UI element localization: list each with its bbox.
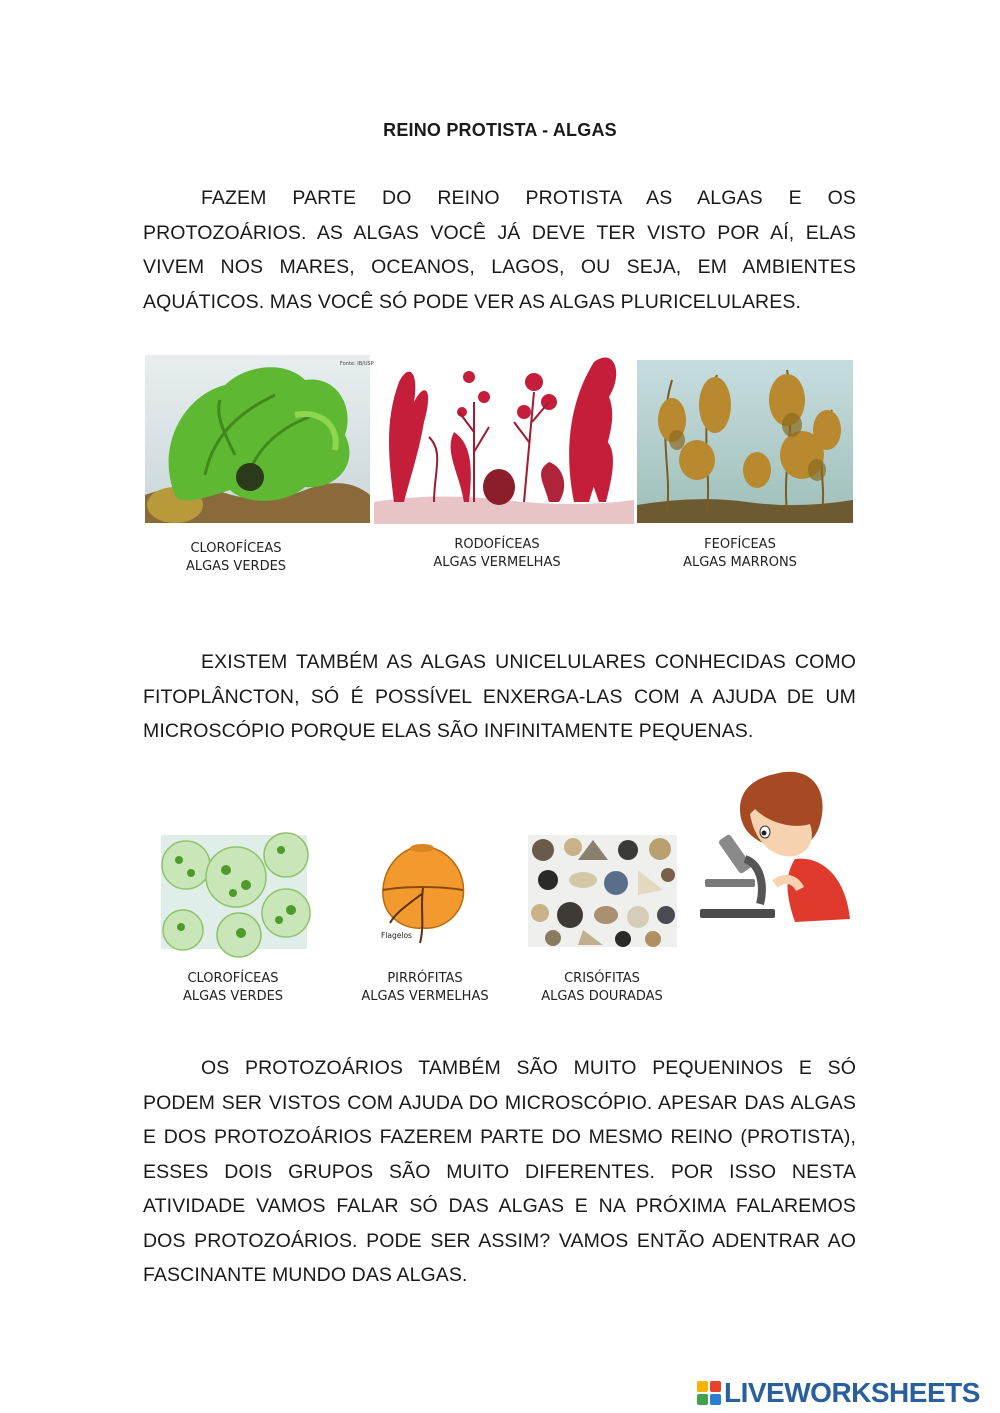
intro-paragraph: FAZEM PARTE DO REINO PROTISTA AS ALGAS E OS PROTOZOÁRIOS. AS ALGAS VOCÊ JÁ DEVE TER VISTO POR AÍ, ELAS VIVEM NOS MARES, OCEANOS, LAGOS, OU SEJA, EM AMBIENTES AQUÁTICOS. MAS VOCÊ SÓ PODE VER AS ALGAS PLURICELULARES. <box>143 187 856 313</box>
caption-name: ALGAS MARRONS <box>683 555 797 570</box>
caption-group: FEOFÍCEAS <box>704 537 776 552</box>
caption-name: ALGAS VERDES <box>185 559 287 574</box>
green-microalgae-photo <box>161 835 307 949</box>
caption-green-microalgae <box>153 970 313 1006</box>
photo-credit: Fonte: IB/USP <box>340 361 374 367</box>
caption-name: ALGAS VERMELHAS <box>361 989 489 1004</box>
caption-group: CLOROFÍCEAS <box>190 541 282 556</box>
caption-group: PIRRÓFITAS <box>387 971 463 986</box>
caption-group: CRISÓFITAS <box>564 971 640 986</box>
liveworksheets-logo[interactable] <box>697 1375 980 1411</box>
liveworksheets-icon <box>697 1381 721 1405</box>
caption-pyrrophyta <box>345 970 505 1006</box>
unicellular-paragraph: EXISTEM TAMBÉM AS ALGAS UNICELULARES CONHECIDAS COMO FITOPLÂNCTON, SÓ É POSSÍVEL ENXERGA-LAS COM A AJUDA DE UM MICROSCÓPIO PORQUE ELAS SÃO INFINITAMENTE PEQUENAS. <box>143 651 856 742</box>
caption-red-algae <box>417 536 577 572</box>
caption-name: ALGAS VERMELHAS <box>433 555 561 570</box>
caption-name: ALGAS DOURADAS <box>541 989 663 1004</box>
flagella-label: Flagelos <box>381 931 412 940</box>
child-microscope-illustration <box>700 764 855 924</box>
dinoflagellate-illustration <box>375 838 470 948</box>
brown-algae-photo <box>637 360 853 523</box>
caption-green-algae <box>156 540 316 576</box>
brand-name: LIVEWORKSHEETS <box>724 1377 980 1408</box>
caption-name: ALGAS VERDES <box>182 989 284 1004</box>
caption-chrysophyta <box>522 970 682 1006</box>
caption-brown-algae <box>660 536 820 572</box>
green-algae-photo <box>145 355 374 523</box>
caption-group: RODOFÍCEAS <box>454 537 540 552</box>
red-algae-illustration <box>374 342 634 524</box>
caption-group: CLOROFÍCEAS <box>187 971 279 986</box>
diatoms-photo <box>528 835 677 947</box>
protozoa-paragraph: OS PROTOZOÁRIOS TAMBÉM SÃO MUITO PEQUENINOS E SÓ PODEM SER VISTOS COM AJUDA DO MICROSCÓPIO. APESAR DAS ALGAS E DOS PROTOZOÁRIOS FAZEREM PARTE DO MESMO REINO (PROTISTA), ESSES DOIS GRUPOS SÃO MUITO DIFERENTES. POR ISSO NESTA ATIVIDADE VAMOS FALAR SÓ DAS ALGAS E NA PRÓXIMA FALAREMOS DOS PROTOZOÁRIOS. PODE SER ASSIM? VAMOS ENTÃO ADENTRAR AO FASCINANTE MUNDO DAS ALGAS. <box>143 1057 856 1286</box>
page-title: REINO PROTISTA - ALGAS <box>383 120 617 140</box>
